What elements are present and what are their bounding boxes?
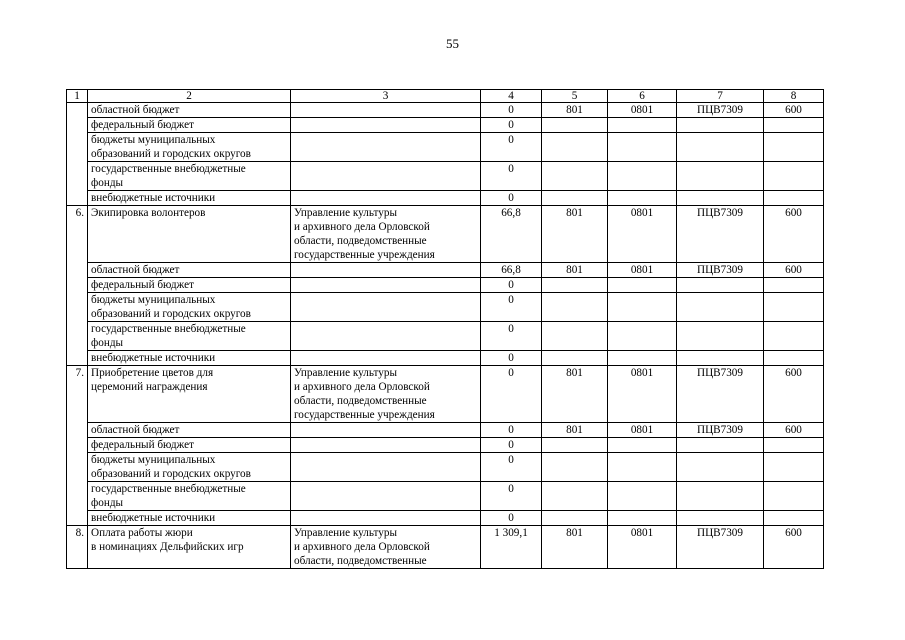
code-grbs-cell	[542, 511, 608, 526]
code-vr-cell	[764, 191, 824, 206]
code-target-cell	[677, 351, 764, 366]
amount-cell: 66,8	[481, 263, 542, 278]
code-section-cell: 0801	[608, 526, 677, 569]
item-name-cell	[88, 206, 291, 263]
cell-line: Приобретение цветов для	[91, 367, 214, 379]
code-target-cell	[677, 133, 764, 162]
table-row	[67, 263, 824, 278]
cell-line: фонды	[91, 337, 124, 349]
code-vr-cell: 600	[764, 526, 824, 569]
code-target-cell: ПЦВ7309	[677, 526, 764, 569]
item-name-cell	[88, 511, 291, 526]
code-vr-cell: 600	[764, 206, 824, 263]
code-section-cell	[608, 162, 677, 191]
amount-cell: 0	[481, 351, 542, 366]
table-row	[67, 351, 824, 366]
header-cell: 8	[764, 90, 824, 103]
code-target-cell	[677, 191, 764, 206]
table-row	[67, 526, 824, 569]
executor-cell	[291, 191, 481, 206]
item-name-cell	[88, 526, 291, 569]
cell-line: государственные учреждения	[294, 249, 435, 261]
executor-cell	[291, 162, 481, 191]
item-name-cell	[88, 162, 291, 191]
executor-cell	[291, 293, 481, 322]
header-cell: 4	[481, 90, 542, 103]
executor-cell	[291, 133, 481, 162]
cell-line: фонды	[91, 177, 124, 189]
cell-line: образований и городских округов	[91, 468, 251, 480]
code-vr-cell	[764, 482, 824, 511]
code-section-cell	[608, 511, 677, 526]
cell-line: области, подведомственные	[294, 235, 427, 247]
item-number-cell: 6.	[67, 206, 88, 366]
code-section-cell: 0801	[608, 263, 677, 278]
executor-cell	[291, 206, 481, 263]
code-grbs-cell	[542, 351, 608, 366]
table-row	[67, 118, 824, 133]
cell-line: внебюджетные источники	[91, 352, 216, 364]
executor-cell	[291, 482, 481, 511]
header-cell: 1	[67, 90, 88, 103]
code-vr-cell: 600	[764, 423, 824, 438]
code-vr-cell	[764, 511, 824, 526]
item-name-cell	[88, 191, 291, 206]
code-vr-cell	[764, 118, 824, 133]
code-vr-cell: 600	[764, 366, 824, 423]
amount-cell: 0	[481, 293, 542, 322]
code-target-cell	[677, 511, 764, 526]
item-number-cell: 8.	[67, 526, 88, 569]
table-row	[67, 438, 824, 453]
cell-line: государственные внебюджетные	[91, 483, 246, 495]
item-name-cell	[88, 278, 291, 293]
code-grbs-cell	[542, 162, 608, 191]
code-vr-cell	[764, 293, 824, 322]
item-number-cell	[67, 103, 88, 206]
executor-cell	[291, 351, 481, 366]
amount-cell: 0	[481, 278, 542, 293]
amount-cell: 0	[481, 511, 542, 526]
code-target-cell	[677, 278, 764, 293]
header-cell: 7	[677, 90, 764, 103]
code-vr-cell: 600	[764, 263, 824, 278]
executor-cell	[291, 423, 481, 438]
cell-line: бюджеты муниципальных	[91, 134, 216, 146]
code-target-cell	[677, 482, 764, 511]
code-grbs-cell	[542, 322, 608, 351]
amount-cell: 0	[481, 322, 542, 351]
code-section-cell	[608, 278, 677, 293]
amount-cell: 0	[481, 133, 542, 162]
code-grbs-cell	[542, 482, 608, 511]
executor-cell	[291, 278, 481, 293]
table-row	[67, 366, 824, 423]
item-name-cell	[88, 482, 291, 511]
code-grbs-cell: 801	[542, 526, 608, 569]
table-row	[67, 322, 824, 351]
table-row	[67, 278, 824, 293]
header-cell: 5	[542, 90, 608, 103]
item-name-cell	[88, 118, 291, 133]
code-grbs-cell: 801	[542, 206, 608, 263]
cell-line: области, подведомственные	[294, 395, 427, 407]
code-section-cell	[608, 453, 677, 482]
cell-line: Экипировка волонтеров	[91, 207, 206, 219]
code-target-cell	[677, 438, 764, 453]
code-grbs-cell: 801	[542, 366, 608, 423]
code-vr-cell	[764, 322, 824, 351]
cell-line: образований и городских округов	[91, 308, 251, 320]
budget-table	[66, 89, 824, 569]
table-row	[67, 453, 824, 482]
code-grbs-cell	[542, 438, 608, 453]
executor-cell	[291, 322, 481, 351]
code-target-cell: ПЦВ7309	[677, 366, 764, 423]
item-name-cell	[88, 103, 291, 118]
item-name-cell	[88, 423, 291, 438]
code-section-cell	[608, 133, 677, 162]
cell-line: и архивного дела Орловской	[294, 381, 430, 393]
header-cell: 3	[291, 90, 481, 103]
code-grbs-cell	[542, 118, 608, 133]
amount-cell: 66,8	[481, 206, 542, 263]
executor-cell	[291, 103, 481, 118]
cell-line: бюджеты муниципальных	[91, 294, 216, 306]
executor-cell	[291, 118, 481, 133]
item-name-cell	[88, 263, 291, 278]
amount-cell: 0	[481, 453, 542, 482]
code-grbs-cell: 801	[542, 263, 608, 278]
executor-cell	[291, 366, 481, 423]
table-row	[67, 423, 824, 438]
code-vr-cell	[764, 438, 824, 453]
item-name-cell	[88, 322, 291, 351]
code-section-cell	[608, 191, 677, 206]
cell-line: Управление культуры	[294, 207, 397, 219]
table-row	[67, 482, 824, 511]
executor-cell	[291, 526, 481, 569]
code-grbs-cell	[542, 293, 608, 322]
cell-line: областной бюджет	[91, 264, 180, 276]
cell-line: образований и городских округов	[91, 148, 251, 160]
amount-cell: 0	[481, 482, 542, 511]
cell-line: государственные внебюджетные	[91, 323, 246, 335]
item-name-cell	[88, 366, 291, 423]
cell-line: внебюджетные источники	[91, 512, 216, 524]
item-name-cell	[88, 133, 291, 162]
item-number-cell: 7.	[67, 366, 88, 526]
code-vr-cell	[764, 162, 824, 191]
executor-cell	[291, 263, 481, 278]
code-grbs-cell	[542, 278, 608, 293]
cell-line: Оплата работы жюри	[91, 527, 193, 539]
code-vr-cell	[764, 453, 824, 482]
code-section-cell	[608, 118, 677, 133]
code-target-cell: ПЦВ7309	[677, 206, 764, 263]
cell-line: государственные внебюджетные	[91, 163, 246, 175]
code-section-cell	[608, 322, 677, 351]
cell-line: Управление культуры	[294, 527, 397, 539]
code-vr-cell	[764, 351, 824, 366]
cell-line: и архивного дела Орловской	[294, 541, 430, 553]
table-row	[67, 293, 824, 322]
code-grbs-cell	[542, 453, 608, 482]
table-body	[67, 90, 824, 569]
cell-line: и архивного дела Орловской	[294, 221, 430, 233]
cell-line: внебюджетные источники	[91, 192, 216, 204]
code-section-cell: 0801	[608, 423, 677, 438]
code-section-cell	[608, 351, 677, 366]
cell-line: федеральный бюджет	[91, 119, 194, 131]
code-section-cell: 0801	[608, 103, 677, 118]
code-grbs-cell	[542, 191, 608, 206]
cell-line: бюджеты муниципальных	[91, 454, 216, 466]
cell-line: федеральный бюджет	[91, 439, 194, 451]
table-row	[67, 162, 824, 191]
amount-cell: 1 309,1	[481, 526, 542, 569]
cell-line: области, подведомственные	[294, 555, 427, 567]
code-target-cell: ПЦВ7309	[677, 423, 764, 438]
code-vr-cell	[764, 278, 824, 293]
table-row	[67, 133, 824, 162]
amount-cell: 0	[481, 366, 542, 423]
code-target-cell: ПЦВ7309	[677, 263, 764, 278]
cell-line: Управление культуры	[294, 367, 397, 379]
code-section-cell: 0801	[608, 206, 677, 263]
table-row	[67, 103, 824, 118]
code-vr-cell: 600	[764, 103, 824, 118]
cell-line: областной бюджет	[91, 424, 180, 436]
code-section-cell	[608, 293, 677, 322]
header-cell: 2	[88, 90, 291, 103]
code-target-cell	[677, 322, 764, 351]
cell-line: церемоний награждения	[91, 381, 208, 393]
executor-cell	[291, 438, 481, 453]
cell-line: федеральный бюджет	[91, 279, 194, 291]
code-grbs-cell	[542, 133, 608, 162]
page-number: 55	[446, 36, 459, 51]
table-row	[67, 191, 824, 206]
item-name-cell	[88, 351, 291, 366]
amount-cell: 0	[481, 191, 542, 206]
table-row	[67, 511, 824, 526]
header-cell: 6	[608, 90, 677, 103]
code-section-cell	[608, 438, 677, 453]
executor-cell	[291, 511, 481, 526]
table-row	[67, 206, 824, 263]
code-section-cell: 0801	[608, 366, 677, 423]
amount-cell: 0	[481, 118, 542, 133]
cell-line: государственные учреждения	[294, 409, 435, 421]
code-vr-cell	[764, 133, 824, 162]
cell-line: в номинациях Дельфийских игр	[91, 541, 244, 553]
code-section-cell	[608, 482, 677, 511]
amount-cell: 0	[481, 162, 542, 191]
item-name-cell	[88, 438, 291, 453]
amount-cell: 0	[481, 438, 542, 453]
code-grbs-cell: 801	[542, 423, 608, 438]
code-target-cell	[677, 293, 764, 322]
header-row	[67, 90, 824, 103]
code-grbs-cell: 801	[542, 103, 608, 118]
cell-line: областной бюджет	[91, 104, 180, 116]
code-target-cell: ПЦВ7309	[677, 103, 764, 118]
amount-cell: 0	[481, 423, 542, 438]
item-name-cell	[88, 453, 291, 482]
code-target-cell	[677, 118, 764, 133]
executor-cell	[291, 453, 481, 482]
code-target-cell	[677, 453, 764, 482]
amount-cell: 0	[481, 103, 542, 118]
item-name-cell	[88, 293, 291, 322]
code-target-cell	[677, 162, 764, 191]
cell-line: фонды	[91, 497, 124, 509]
